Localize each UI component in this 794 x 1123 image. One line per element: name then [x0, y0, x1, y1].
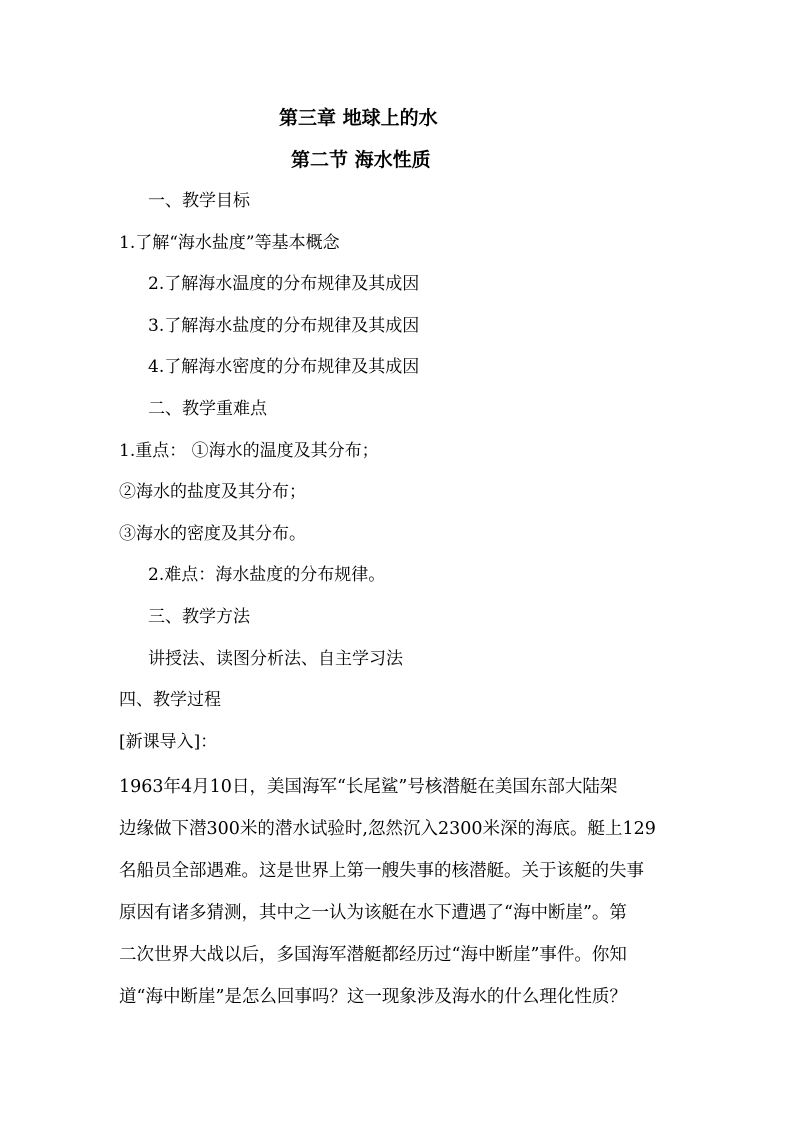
process-heading: 四、教学过程	[119, 690, 221, 710]
methods-heading: 三、教学方法	[148, 607, 250, 627]
keypoint-item: 2.难点：海水盐度的分布规律。	[148, 565, 386, 585]
intro-label: [新课导入]：	[119, 732, 218, 752]
section-title: 第二节 海水性质	[291, 149, 431, 171]
intro-line: 道“海中断崖”是怎么回事吗？这一现象涉及海水的什么理化性质？	[119, 987, 627, 1007]
methods-text: 讲授法、读图分析法、自主学习法	[148, 649, 403, 669]
objective-item: 3.了解海水盐度的分布规律及其成因	[148, 316, 420, 336]
intro-line: 原因有诸多猜测，其中之一认为该艇在水下遭遇了“海中断崖”。第	[119, 903, 627, 923]
objective-item: 2.了解海水温度的分布规律及其成因	[148, 274, 420, 294]
objectives-heading: 一、教学目标	[148, 191, 250, 211]
intro-line: 1963年4月10日，美国海军“长尾鲨”号核潜艇在美国东部大陆架	[119, 777, 618, 797]
intro-line: 名船员全部遇难。这是世界上第一艘失事的核潜艇。关于该艇的失事	[119, 861, 644, 881]
objective-item: 1.了解“海水盐度”等基本概念	[119, 233, 340, 253]
intro-line: 边缘做下潜300米的潜水试验时,忽然沉入2300米深的海底。艇上129	[119, 819, 656, 839]
objective-item: 4.了解海水密度的分布规律及其成因	[148, 357, 420, 377]
keypoint-item: ②海水的盐度及其分布；	[119, 482, 306, 502]
intro-line: 二次世界大战以后，多国海军潜艇都经历过“海中断崖”事件。你知	[119, 945, 627, 965]
keypoint-item: ③海水的密度及其分布。	[119, 524, 306, 544]
intro-paragraph	[119, 766, 694, 1018]
keypoints-heading: 二、教学重难点	[148, 399, 267, 419]
chapter-title: 第三章 地球上的水	[279, 107, 438, 129]
keypoint-item: 1.重点： ①海水的温度及其分布；	[119, 441, 379, 461]
